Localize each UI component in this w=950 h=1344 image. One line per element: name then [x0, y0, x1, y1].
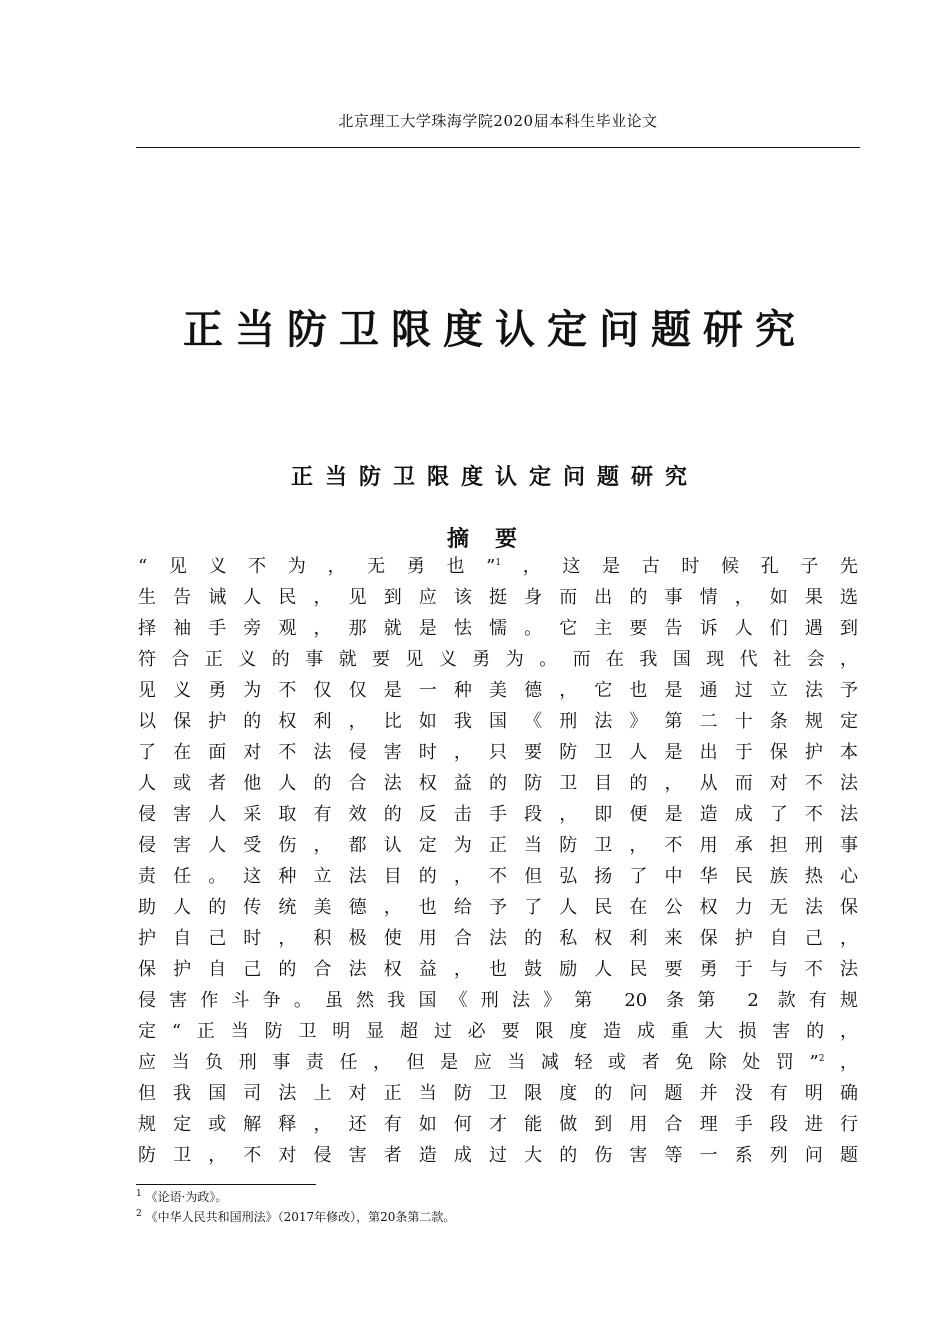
- abstract-line: [138, 1111, 858, 1142]
- abstract-line: [138, 646, 858, 677]
- abstract-title: 正当防卫限度认定问题研究: [290, 465, 699, 490]
- line-text: 但我国司法上对正当防卫限度的问题并没有明确: [138, 1083, 858, 1104]
- footnote: [136, 1208, 860, 1228]
- line-text: 规定或解释，还有如何才能做到用合理手段进行: [138, 1114, 858, 1135]
- line-text: 助人的传统美德，也给予了人民在公权力无法保: [138, 897, 858, 918]
- abstract-line: [138, 894, 858, 925]
- line-text: ，: [824, 1052, 858, 1073]
- abstract-line: [138, 863, 858, 894]
- line-text: 见义勇为不仅仅是一种美德，它也是通过立法予: [138, 680, 858, 701]
- line-text: 生告诫人民，见到应该挺身而出的事情，如果选: [138, 587, 858, 608]
- line-text: 了在面对不法侵害时，只要防卫人是出于保护本: [138, 742, 858, 763]
- abstract-line: [138, 739, 858, 770]
- abstract-line: [138, 584, 858, 615]
- abstract-line: [138, 925, 858, 956]
- abstract-line: [138, 1049, 858, 1080]
- page-header: 北京理工大学珠海学院2020届本科生毕业论文: [338, 112, 658, 130]
- line-text: 侵害人采取有效的反击手段，即便是造成了不法: [138, 804, 858, 825]
- abstract-line: [138, 956, 858, 987]
- header-divider: [136, 147, 860, 148]
- line-text: “见义不为，无勇也”: [138, 556, 496, 577]
- footnote-text: 《中华人民共和国刑法》（2017年修改），第20条第二款。: [145, 1210, 456, 1224]
- line-text: 应当负刑事责任，但是应当减轻或者免除处罚”: [138, 1052, 819, 1073]
- footnote-divider: [136, 1184, 316, 1185]
- abstract-line: [138, 987, 858, 1018]
- abstract-line: [138, 801, 858, 832]
- footnote-marker: 2: [818, 1054, 825, 1064]
- line-text: 侵害作斗争。虽然我国《刑法》第 20 条第 2 款有规: [138, 990, 858, 1011]
- line-text: 以保护的权利，比如我国《刑法》第二十条规定: [138, 711, 858, 732]
- abstract-line: [138, 677, 858, 708]
- line-text: 保护自己的合法权益，也鼓励人民要勇于与不法: [138, 959, 858, 980]
- abstract-body: [138, 553, 858, 1173]
- line-text: 责任。这种立法目的，不但弘扬了中华民族热心: [138, 866, 858, 887]
- line-text: 护自己时，积极使用合法的私权利来保护自己，: [138, 928, 858, 949]
- abstract-heading: 摘要: [446, 527, 543, 552]
- footnote: [136, 1188, 860, 1208]
- line-text: 符合正义的事就要见义勇为。而在我国现代社会，: [138, 649, 858, 670]
- abstract-line: [138, 708, 858, 739]
- line-text: 人或者他人的合法权益的防卫目的，从而对不法: [138, 773, 858, 794]
- footnote-number: 1: [136, 1189, 142, 1199]
- footnote-text: 《论语·为政》。: [145, 1190, 228, 1204]
- line-text: 择袖手旁观，那就是怯懦。它主要告诉人们遇到: [138, 618, 858, 639]
- abstract-line: [138, 1080, 858, 1111]
- abstract-line: [138, 1018, 858, 1049]
- abstract-line: [138, 553, 858, 584]
- abstract-line: [138, 615, 858, 646]
- footnote-number: 2: [136, 1209, 142, 1219]
- abstract-line: [138, 832, 858, 863]
- line-text: 防卫，不对侵害者造成过大的伤害等一系列问题: [138, 1145, 858, 1166]
- abstract-line: [138, 1142, 858, 1173]
- footnote-marker: 1: [495, 558, 502, 568]
- line-text: 定“正当防卫明显超过必要限度造成重大损害的，: [138, 1021, 858, 1042]
- line-text: ，这是古时候孔子先: [501, 556, 858, 577]
- line-text: 侵害人受伤，都认定为正当防卫，不用承担刑事: [138, 835, 858, 856]
- footnotes: [136, 1188, 860, 1228]
- abstract-line: [138, 770, 858, 801]
- thesis-title: 正当防卫限度认定问题研究: [183, 307, 807, 353]
